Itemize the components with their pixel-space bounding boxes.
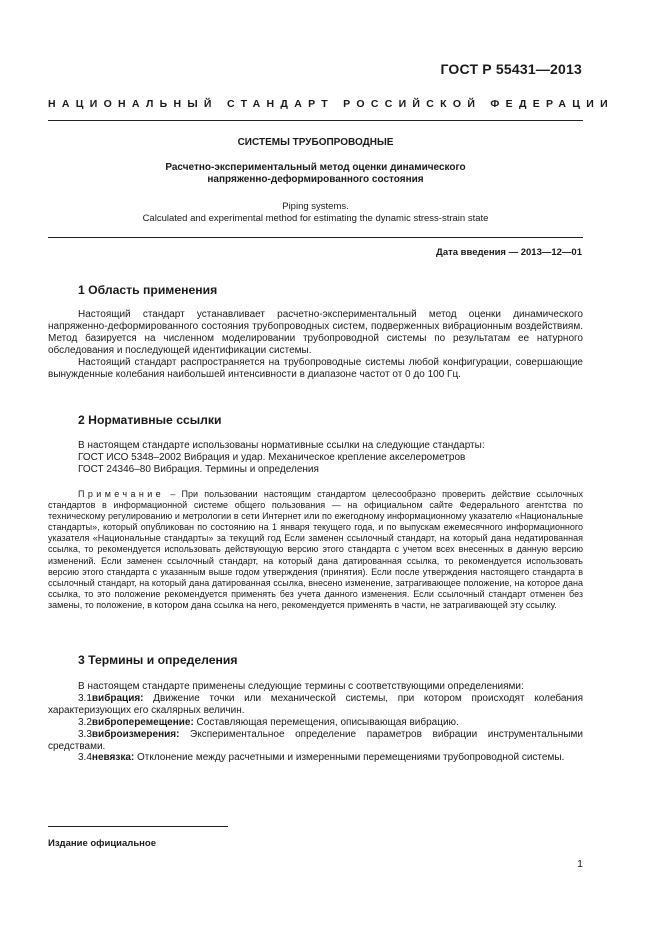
term-definition: Составляющая перемещения, описывающая вибрацию. (193, 716, 459, 728)
term-entry (48, 729, 583, 753)
header-divider (48, 120, 583, 121)
section-1-heading: 1 Область применения (78, 283, 218, 297)
english-title-line: Calculated and experimental method for estimating the dynamic stress-strain state (142, 212, 489, 224)
term-name: невязка: (91, 752, 135, 764)
term-entry (48, 693, 583, 717)
introduction-date: Дата введения — 2013—12—01 (436, 247, 582, 258)
terms-intro: В настоящем стандарте применены следующие термины с соответствующими определениями: (78, 681, 524, 692)
note-label: Примечание (78, 489, 165, 499)
note-text: – При пользовании настоящим стандартом целесообразно проверить действие ссылочных стандартов в информационной системе общего пользования — на официальном сайте Федерального агентства по техническому регулированию и метрологии в сети Интернет или по ежегодному информационному указателю «Национальные стандарты», который опубликован по состоянию на 1 января текущего года, и по выпускам ежемесячного информационного указателя «Национальные стандарты» за текущий год Если заменен ссылочный стандарт, на который дана недатированная ссылка, то рекомендуется использовать действующую версию этого стандарта с учетом всех внесенных в данную версию изменений. Если заменен ссылочный стандарт, на который дана датированная ссылка, то рекомендуется использовать версию этого стандарта с указанным выше годом утверждения (принятия). Если после утверждения настоящего стандарта в ссылочный стандарт, на который дана датированная ссылка, внесено изменение, затрагивающее положение, на которое дана ссылка, то это положение рекомендуется применять без учета данного изменения. Если ссылочный стандарт отменен без замены, то положение, в котором дана ссылка на него, рекомендуется применять в части, не затрагивающей эту ссылку. (48, 489, 583, 610)
reference-item: ГОСТ 24346–80 Вибрация. Термины и определения (78, 463, 319, 475)
official-edition-label: Издание официальное (48, 838, 156, 849)
title-divider (48, 237, 583, 238)
term-definition: Отклонение между расчетными и измеренными перемещениями трубопроводной системы. (134, 752, 565, 764)
reference-item: ГОСТ ИСО 5348–2002 Вибрация и удар. Механическое крепление акселерометров (78, 451, 466, 463)
english-title (48, 201, 583, 224)
term-number: 3.2 (78, 716, 92, 728)
term-number: 3.4 (78, 752, 92, 764)
document-number: ГОСТ Р 55431—2013 (440, 61, 582, 77)
english-title-line: Piping systems. (282, 201, 349, 212)
document-subtitle (48, 162, 583, 186)
term-entry (48, 752, 583, 764)
section-2-body (78, 440, 583, 476)
references-intro: В настоящем стандарте использованы нормативные ссылки на следующие стандарты: (78, 440, 485, 451)
page-number: 1 (577, 858, 583, 870)
term-name: вибрация: (91, 692, 144, 704)
subtitle-line: Расчетно-экспериментальный метод оценки динамического (165, 162, 466, 173)
footer-divider (48, 826, 228, 827)
paragraph: Настоящий стандарт распространяется на трубопроводные системы любой конфигурации, совершающие вынужденные колебания наибольшей интенсивности в диапазоне частот от 0 до 100 Гц. (48, 356, 583, 380)
term-entry (48, 717, 583, 729)
standard-banner: НАЦИОНАЛЬНЫЙ СТАНДАРТ РОССИЙСКОЙ ФЕДЕРАЦИИ (48, 98, 614, 110)
term-number: 3.3 (78, 728, 92, 740)
term-name: виброперемещение: (91, 716, 194, 728)
section-2-heading: 2 Нормативные ссылки (78, 413, 222, 427)
section-3-heading: 3 Термины и определения (78, 653, 238, 667)
paragraph: Настоящий стандарт устанавливает расчетно-экспериментальный метод оценки динамического напряженно-деформированного состояния трубопроводных систем, подверженных вибрационным воздействиям. Метод базируется на численном моделировании трубопроводной системы по результатам ее натурного обследования и последующей идентификации системы. (48, 309, 583, 356)
references-note (48, 489, 583, 611)
section-3-body (48, 681, 583, 764)
term-number: 3.1 (78, 692, 92, 704)
section-1-body (48, 309, 583, 380)
document-title: СИСТЕМЫ ТРУБОПРОВОДНЫЕ (237, 137, 394, 148)
term-definition: Движение точки или механической системы, при котором происходят колебания характеризующих его скалярных величин. (48, 692, 583, 716)
term-name: виброизмерения: (91, 728, 180, 740)
term-definition: Экспериментальное определение параметров вибрации инструментальными средствами. (48, 728, 583, 752)
subtitle-line: напряженно-деформированного состояния (207, 174, 424, 185)
